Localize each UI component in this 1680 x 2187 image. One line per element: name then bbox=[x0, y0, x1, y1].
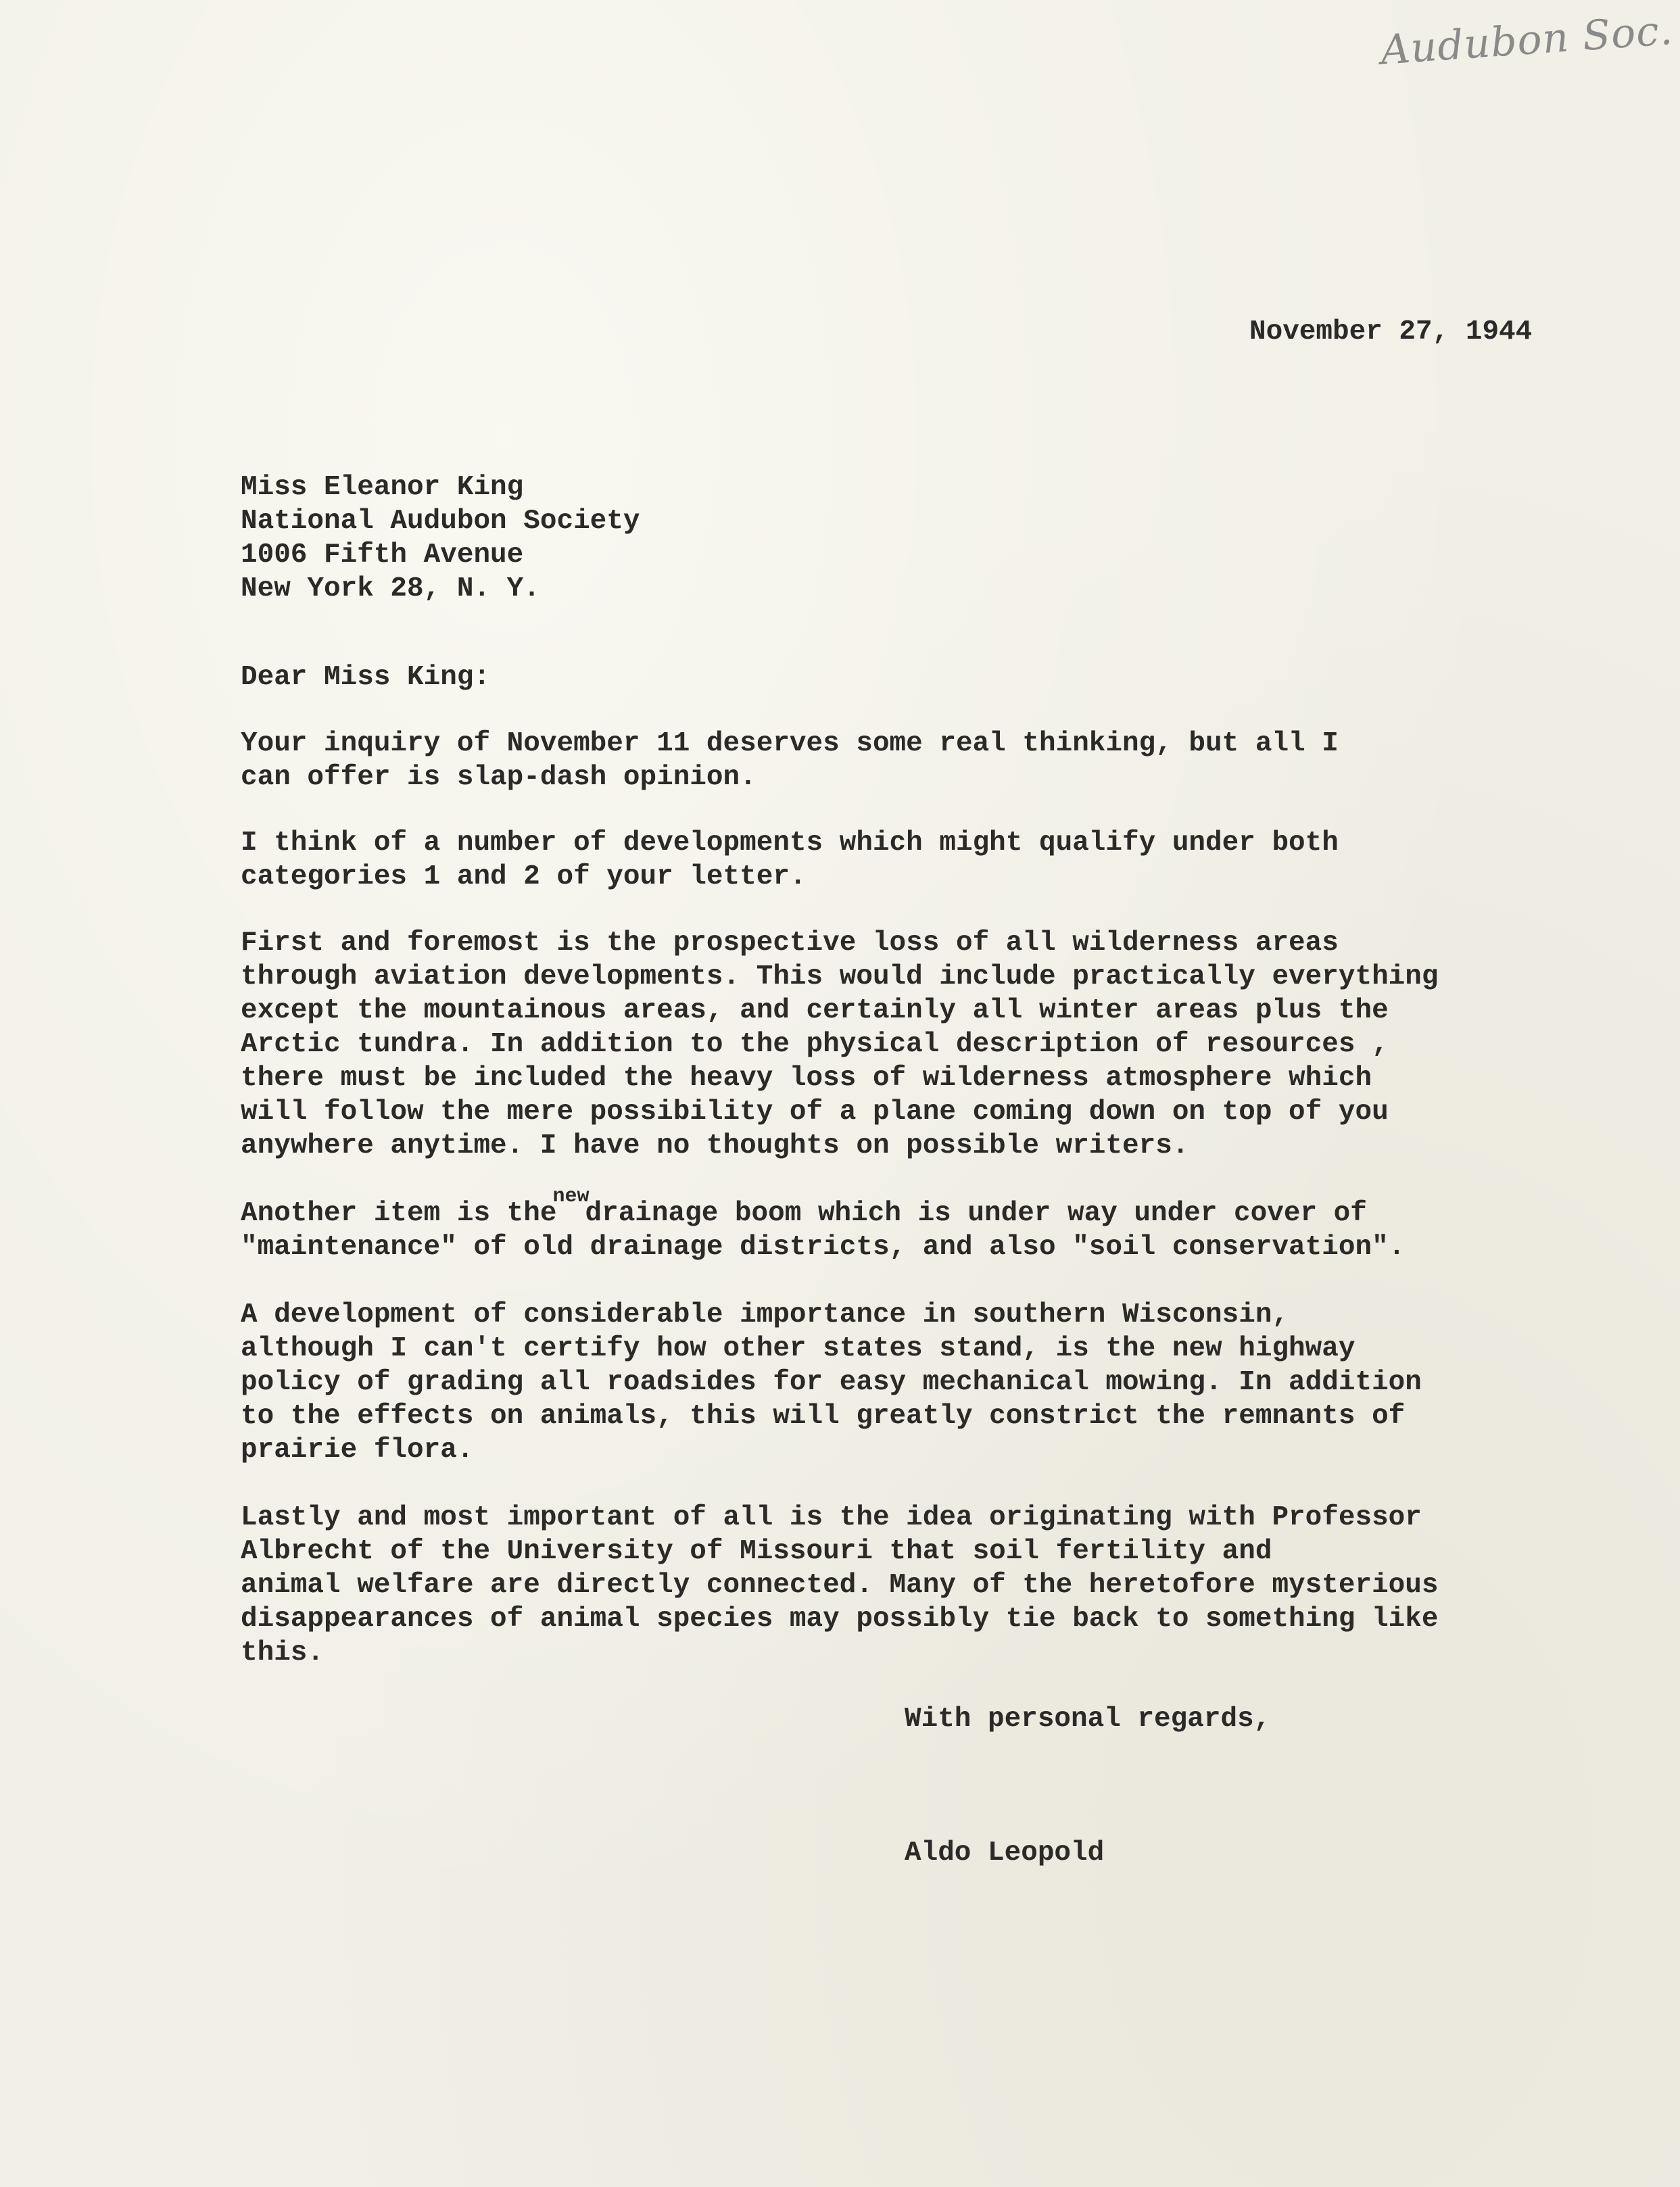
paragraph-line: categories 1 and 2 of your letter. bbox=[241, 861, 807, 892]
letter-date: November 27, 1944 bbox=[1249, 316, 1533, 347]
paragraph-line: anywhere anytime. I have no thoughts on possible writers. bbox=[241, 1130, 1189, 1161]
paragraph-line: Lastly and most important of all is the idea originating with Professor bbox=[241, 1502, 1422, 1533]
paragraph-line: Albrecht of the University of Missouri that soil fertility and bbox=[241, 1536, 1272, 1567]
paragraph-line: except the mountainous areas, and certainly all winter areas plus the bbox=[241, 995, 1389, 1026]
paragraph-line: can offer is slap-dash opinion. bbox=[241, 762, 757, 793]
inserted-word: new bbox=[552, 1185, 590, 1208]
paragraph-line: animal welfare are directly connected. Many of the heretofore mysterious bbox=[241, 1570, 1439, 1601]
paragraph-line-start: Another item is the bbox=[241, 1198, 557, 1229]
paragraph-1 bbox=[241, 727, 1339, 794]
paragraph-3 bbox=[241, 926, 1439, 1163]
recipient-address bbox=[241, 471, 640, 606]
recipient-line: Miss Eleanor King bbox=[241, 472, 524, 503]
paragraph-line-end: drainage boom which is under way under cover of bbox=[585, 1198, 1367, 1229]
paragraph-line: "maintenance" of old drainage districts, and also "soil conservation". bbox=[241, 1232, 1406, 1263]
salutation bbox=[241, 660, 490, 694]
paragraph-line: policy of grading all roadsides for easy mechanical mowing. In addition bbox=[241, 1367, 1422, 1398]
handwritten-annotation: Audubon Soc. bbox=[1379, 6, 1675, 74]
paragraph-line: prairie flora. bbox=[241, 1435, 474, 1466]
paragraph-line: there must be included the heavy loss of wilderness atmosphere which bbox=[241, 1063, 1372, 1094]
recipient-line: 1006 Fifth Avenue bbox=[241, 539, 524, 571]
closing: With personal regards, bbox=[905, 1704, 1271, 1735]
paragraph-line bbox=[241, 1185, 1405, 1230]
recipient-line: National Audubon Society bbox=[241, 506, 640, 537]
paragraph-line: Arctic tundra. In addition to the physical description of resources , bbox=[241, 1029, 1389, 1060]
paragraph-6 bbox=[241, 1501, 1439, 1670]
paragraph-line: to the effects on animals, this will greatly constrict the remnants of bbox=[241, 1401, 1406, 1432]
paragraph-line: through aviation developments. This would include practically everything bbox=[241, 961, 1439, 992]
paragraph-4 bbox=[241, 1185, 1406, 1264]
paragraph-line: I think of a number of developments which might qualify under both bbox=[241, 827, 1339, 859]
paragraph-line: this. bbox=[241, 1637, 325, 1668]
paragraph-2 bbox=[241, 826, 1339, 894]
paragraph-line: Your inquiry of November 11 deserves some real thinking, but all I bbox=[241, 728, 1339, 759]
paragraph-line: disappearances of animal species may possibly tie back to something like bbox=[241, 1604, 1439, 1635]
paragraph-5 bbox=[241, 1298, 1422, 1467]
salutation-line: Dear Miss King: bbox=[241, 662, 491, 693]
paragraph-line: First and foremost is the prospective loss of all wilderness areas bbox=[241, 928, 1339, 959]
paragraph-line: will follow the mere possibility of a plane coming down on top of you bbox=[241, 1097, 1389, 1128]
paragraph-line: A development of considerable importance in southern Wisconsin, bbox=[241, 1299, 1289, 1330]
paragraph-line: although I can't certify how other states stand, is the new highway bbox=[241, 1333, 1355, 1364]
recipient-line: New York 28, N. Y. bbox=[241, 573, 540, 604]
signature-name: Aldo Leopold bbox=[905, 1837, 1105, 1869]
